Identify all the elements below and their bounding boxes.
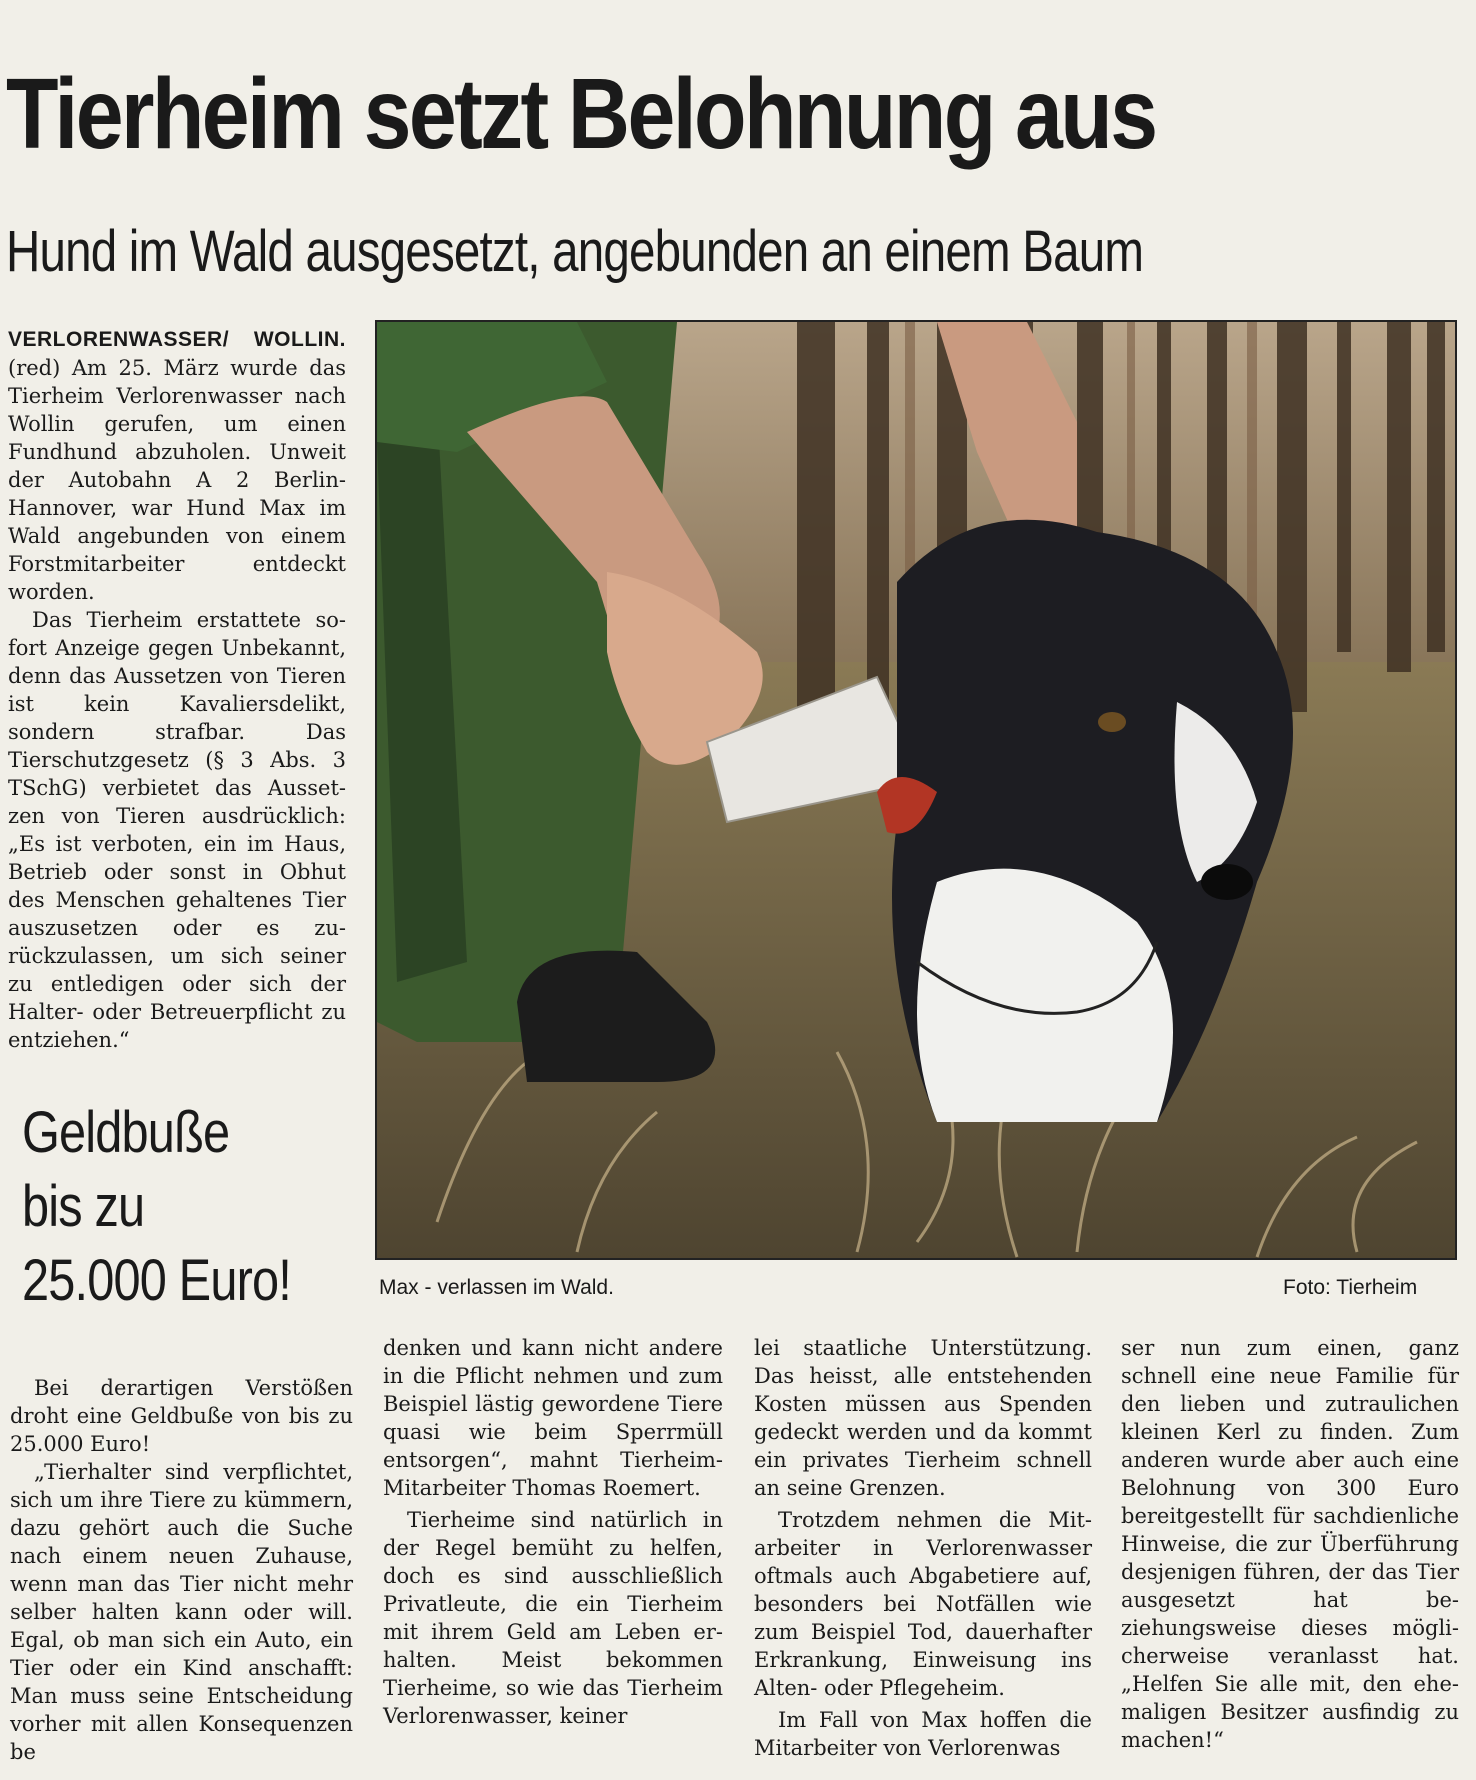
dateline: VERLORENWASSER/ WOLLIN. [8, 328, 346, 351]
column-2 [383, 1334, 723, 1730]
paragraph: Tierheime sind natürlich in der Regel bemüht zu helfen, doch es sind ausschließlich Privatleute, die ein Tierheim mit ihrem Geld am Leben erhalten. Meist bekommen Tierheime, so wie das Tierheim Verlorenwasser, keiner [383, 1508, 723, 1728]
pull-quote-line: 25.000 Euro! [22, 1248, 291, 1313]
column-1-bottom [10, 1374, 353, 1766]
paragraph: lei staatliche Unterstützung. Das heisst, alle entstehenden Kosten müssen aus Spenden gedeckt werden und da kommt ein privates Tierheim schnell an seine Grenzen. [754, 1336, 1092, 1500]
pull-quote [22, 1096, 299, 1318]
column-1-top [8, 325, 346, 1054]
paragraph: denken und kann nicht andere in die Pflicht nehmen und zum Beispiel lästig gewordene Tiere quasi wie beim Sperrmüll entsorgen“, mahnt Tierheim-Mitarbeiter Thomas Roemert. [383, 1336, 723, 1500]
dog-photo-illustration [377, 322, 1457, 1260]
column-3 [754, 1334, 1092, 1762]
pull-quote-line: Geldbuße [22, 1100, 230, 1165]
lead-text: (red) Am 25. März wurde das Tierheim Verlorenwasser nach Wollin gerufen, um einen Fundhund abzuholen. Unweit der Autobahn A 2 Berlin-Hannover, war Hund Max im Wald angebunden von einem Forstmitarbeiter entdeckt worden. [8, 356, 346, 604]
paragraph: ser nun zum einen, ganz schnell eine neue Familie für den lieben und zutraulichen kleinen Kerl zu finden. Zum anderen wurde aber auch eine Belohnung von 300 Euro bereitgestellt für sachdienliche Hinweise, die zur Überführung desjenigen führen, der das Tier ausgesetzt hat beziehungsweise dieses möglicherweise veranlasst hat. „Helfen Sie alle mit, den ehemaligen Besitzer ausfindig zu machen!“ [1121, 1336, 1459, 1752]
paragraph: Im Fall von Max hoffen die Mitarbeiter von Verlorenwas [754, 1708, 1092, 1760]
subheadline: Hund im Wald ausgesetzt, angebunden an einem Baum [6, 219, 1144, 284]
paragraph: Trotzdem nehmen die Mitarbeiter in Verlorenwasser oftmals auch Abgabetiere auf, besonders bei Notfällen wie zum Beispiel Tod, dauerhafter Erkrankung, Einweisung ins Alten- oder Pflegeheim. [754, 1508, 1092, 1700]
photo-caption: Max - verlassen im Wald. [379, 1276, 614, 1299]
dog-photo [375, 320, 1457, 1260]
lead-paragraph [8, 325, 346, 606]
headline: Tierheim setzt Belohnung aus [6, 58, 1156, 170]
paragraph: Das Tierheim erstattete sofort Anzeige gegen Unbekannt, denn das Aussetzen von Tieren ist kein Kavaliersdelikt, sondern strafbar. Das Tierschutzgesetz (§ 3 Abs. 3 TSchG) verbietet das Aussetzen von Tieren ausdrücklich: „Es ist verboten, ein im Haus, Betrieb oder sonst in Obhut des Menschen gehaltenes Tier auszusetzen oder es zurückzulassen, um sich seiner zu entledigen oder sich der Halter- oder Betreuerpflicht zu entziehen.“ [8, 608, 346, 1052]
paragraph: „Tierhalter sind verpflichtet, sich um ihre Tiere zu kümmern, dazu gehört auch die Suche nach einem neuen Zuhause, wenn man das Tier nicht mehr selber halten kann oder will. Egal, ob man sich ein Auto, ein Tier oder ein Kind anschafft: Man muss seine Entscheidung vorher mit allen Konsequenzen be [10, 1460, 353, 1764]
column-4 [1121, 1334, 1459, 1754]
paragraph: Bei derartigen Verstößen droht eine Geldbuße von bis zu 25.000 Euro! [10, 1376, 353, 1456]
pull-quote-line: bis zu [22, 1174, 145, 1239]
photo-credit: Foto: Tierheim [1283, 1276, 1418, 1299]
